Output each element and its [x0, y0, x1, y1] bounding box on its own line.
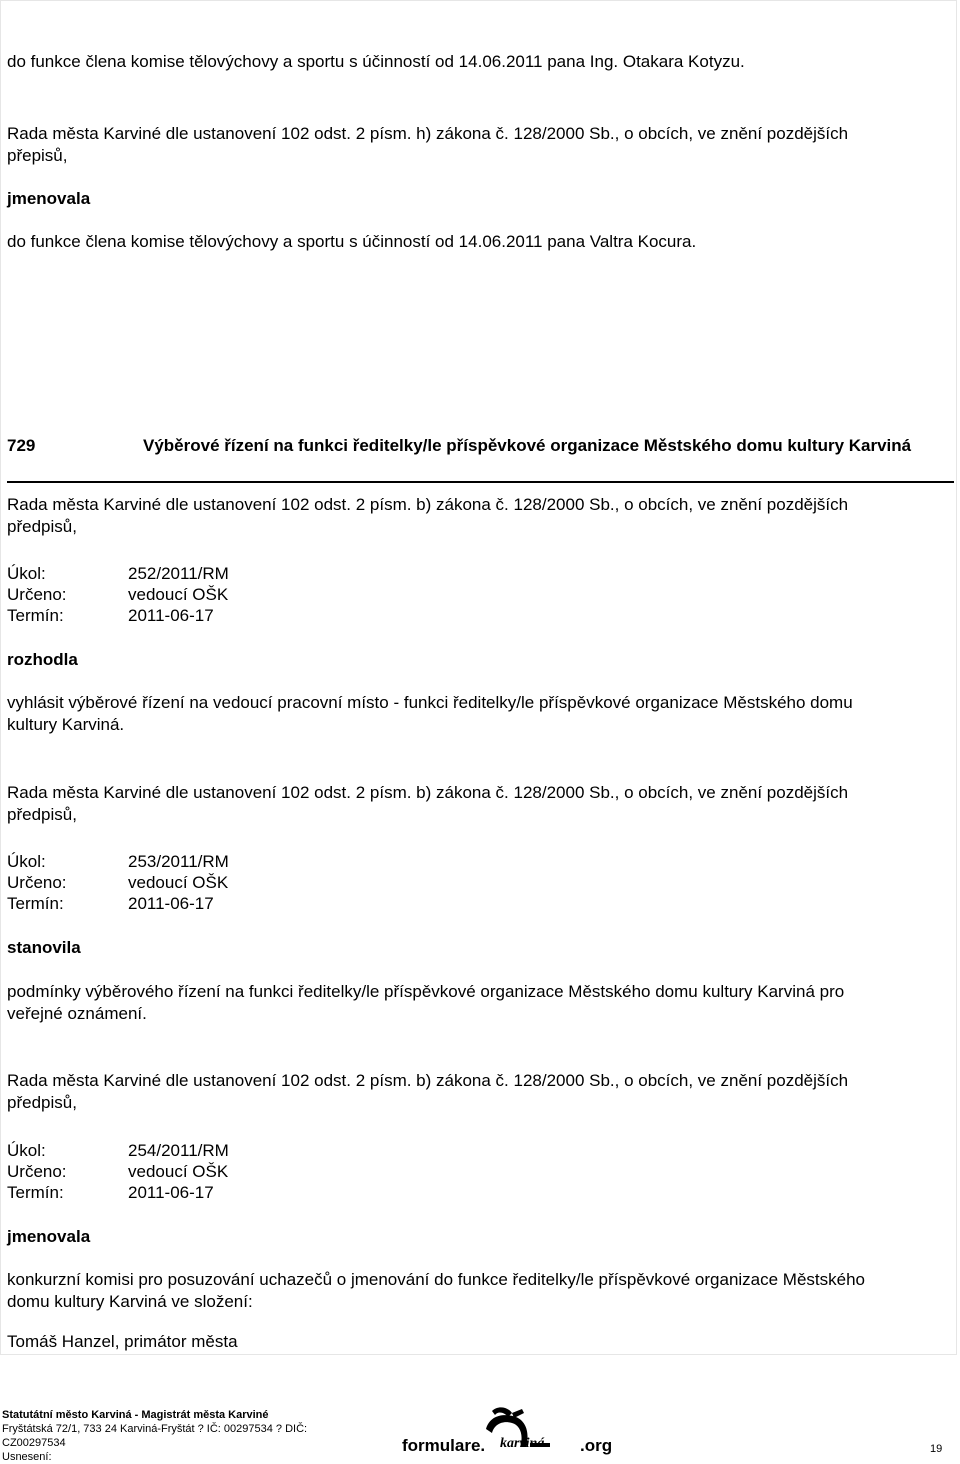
section-number: 729: [7, 436, 36, 455]
logo-text-right: .org: [580, 1436, 613, 1455]
paragraph-appointment-kocur: do funkce člena komise tělovýchovy a sportu s účinností od 14.06.2011 pana Valtra Kocura.: [7, 232, 697, 251]
termin-label: Termín:: [7, 1183, 64, 1202]
resolution-2-task-block: [7, 851, 229, 914]
footer-usneseni: Usnesení:: [2, 1451, 52, 1463]
urceno-label: Určeno:: [7, 1162, 67, 1181]
resolution-2-intro-line1: Rada města Karviné dle ustanovení 102 odst. 2 písm. b) zákona č. 128/2000 Sb., o obcích, ve znění pozdějších: [7, 783, 849, 802]
resolution-2-intro-line2: předpisů,: [7, 805, 77, 824]
paragraph-legal-basis-line1: Rada města Karviné dle ustanovení 102 odst. 2 písm. h) zákona č. 128/2000 Sb., o obcích, ve znění pozdějších: [7, 124, 849, 143]
resolution-1-text-line1: vyhlásit výběrové řízení na vedoucí pracovní místo - funkci ředitelky/le příspěvkové organizace Městského domu: [7, 693, 853, 712]
termin-value: 2011-06-17: [128, 1183, 214, 1202]
logo-text-left: formulare.: [402, 1436, 486, 1455]
resolution-3-task-block: [7, 1140, 229, 1203]
termin-value: 2011-06-17: [128, 894, 214, 913]
urceno-label: Určeno:: [7, 873, 67, 892]
ukol-value: 254/2011/RM: [128, 1141, 229, 1160]
footer-dic: CZ00297534: [2, 1437, 66, 1449]
ukol-label: Úkol:: [7, 852, 46, 871]
logo-text-middle: karviná: [500, 1436, 545, 1451]
termin-label: Termín:: [7, 894, 64, 913]
page-footer: [2, 1408, 307, 1464]
resolution-2-text-line2: veřejné oznámení.: [7, 1004, 147, 1023]
resolution-1-intro-line2: předpisů,: [7, 517, 77, 536]
termin-value: 2011-06-17: [128, 606, 214, 625]
termin-label: Termín:: [7, 606, 64, 625]
paragraph-appointment-kotyza: do funkce člena komise tělovýchovy a sportu s účinností od 14.06.2011 pana Ing. Otakara Kotyzu.: [7, 52, 745, 71]
resolution-3-intro-line1: Rada města Karviné dle ustanovení 102 odst. 2 písm. b) zákona č. 128/2000 Sb., o obcích, ve znění pozdějších: [7, 1071, 849, 1090]
verb-stanovila: stanovila: [7, 938, 81, 957]
section-divider: [7, 481, 954, 483]
paragraph-legal-basis-line2: přepisů,: [7, 146, 68, 165]
ukol-value: 252/2011/RM: [128, 564, 229, 583]
section-title: Výběrové řízení na funkci ředitelky/le příspěvkové organizace Městského domu kultury Karviná: [143, 436, 912, 455]
urceno-value: vedoucí OŠK: [128, 585, 229, 604]
resolution-3-intro-line2: předpisů,: [7, 1093, 77, 1112]
page-number: 19: [930, 1443, 943, 1455]
urceno-label: Určeno:: [7, 585, 67, 604]
resolution-1-intro-line1: Rada města Karviné dle ustanovení 102 odst. 2 písm. b) zákona č. 128/2000 Sb., o obcích, ve znění pozdějších: [7, 495, 849, 514]
formulare-karvina-logo: [400, 1403, 630, 1457]
ukol-label: Úkol:: [7, 564, 46, 583]
urceno-value: vedoucí OŠK: [128, 873, 229, 892]
footer-organization: Statutátní město Karviná - Magistrát města Karviné: [2, 1409, 269, 1421]
ukol-value: 253/2011/RM: [128, 852, 229, 871]
footer-address: Fryštátská 72/1, 733 24 Karviná-Fryštát ? IČ: 00297534 ? DIČ:: [2, 1423, 308, 1435]
resolution-2-text-line1: podmínky výběrového řízení na funkci ředitelky/le příspěvkové organizace Městského domu kultury Karviná pro: [7, 982, 845, 1001]
resolution-3-text-line2: domu kultury Karviná ve složení:: [7, 1292, 253, 1311]
resolution-3-text-line1: konkurzní komisi pro posuzování uchazečů o jmenování do funkce ředitelky/le příspěvkové organizace Městského: [7, 1270, 866, 1289]
verb-jmenovala: jmenovala: [7, 189, 91, 208]
ukol-label: Úkol:: [7, 1141, 46, 1160]
verb-jmenovala: jmenovala: [7, 1227, 91, 1246]
committee-member: Tomáš Hanzel, primátor města: [7, 1332, 238, 1351]
resolution-1-text-line2: kultury Karviná.: [7, 715, 125, 734]
verb-rozhodla: rozhodla: [7, 650, 78, 669]
urceno-value: vedoucí OŠK: [128, 1162, 229, 1181]
resolution-1-task-block: [7, 563, 229, 626]
